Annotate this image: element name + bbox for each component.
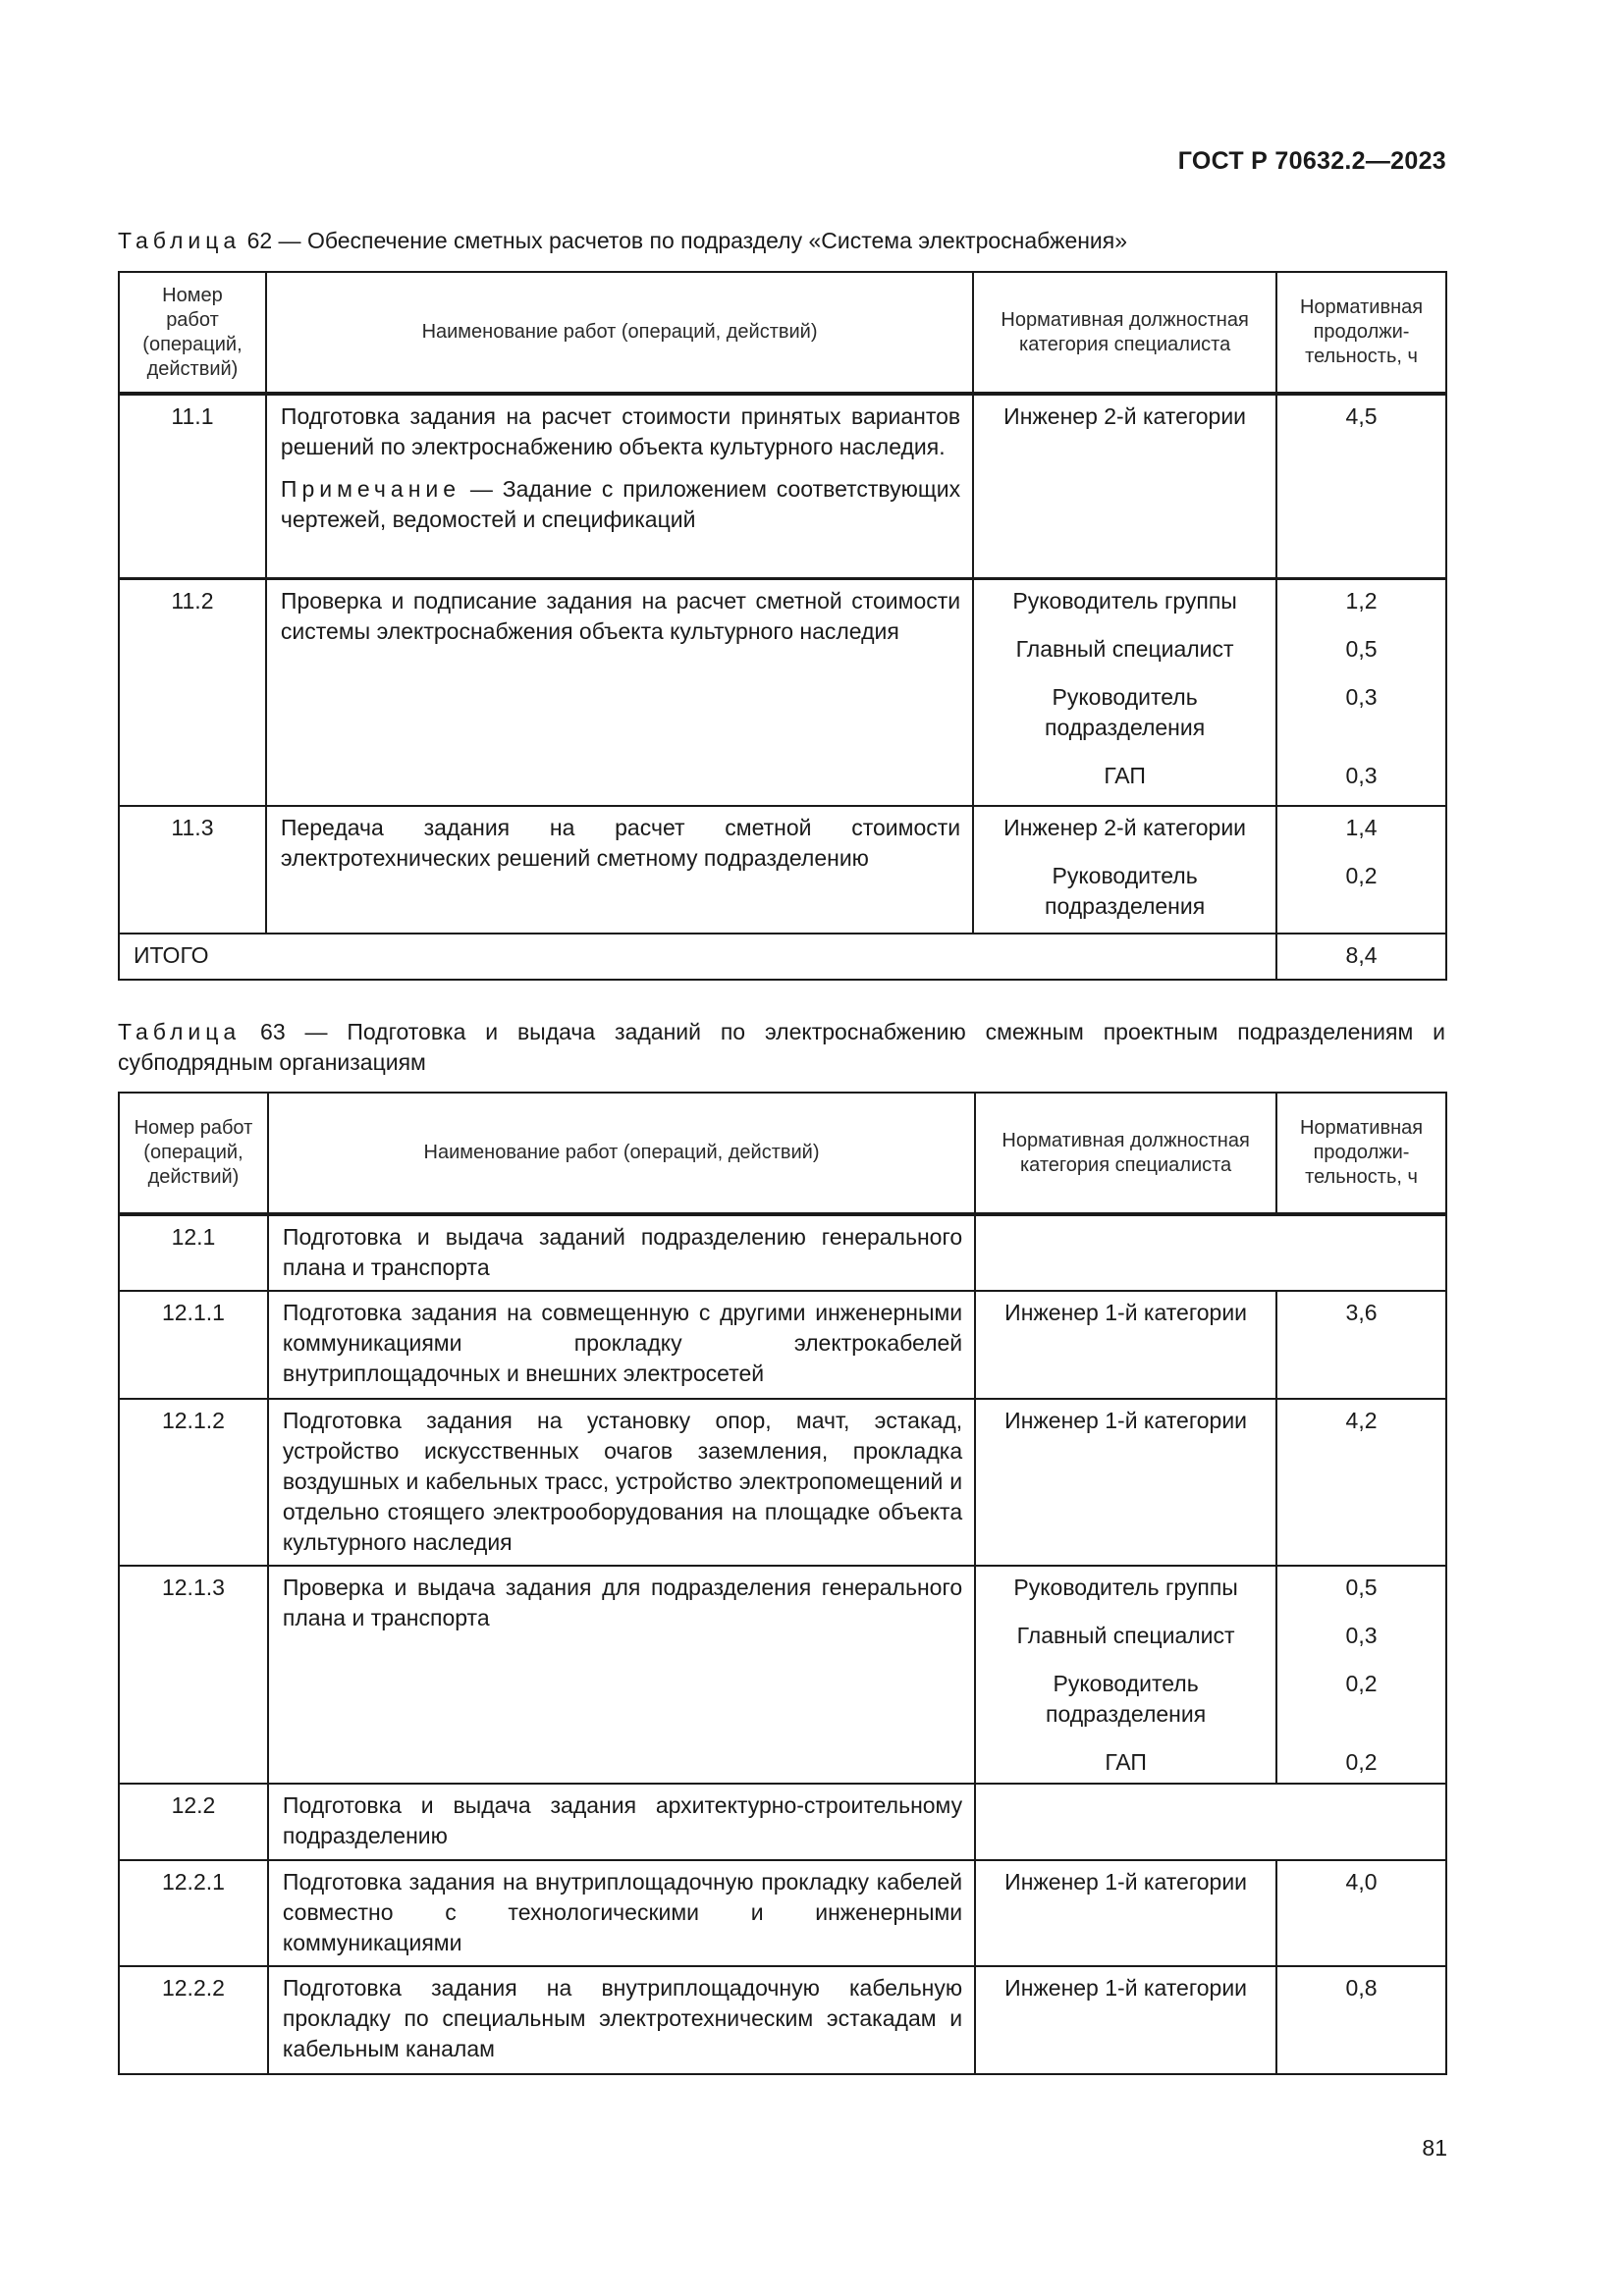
column-header-duration: Нормативная продолжительность, ч — [1276, 272, 1446, 394]
row-name: Передача задания на расчет сметной стоимости электротехнических решений сметному подразделению — [266, 806, 973, 934]
row-name: Проверка и выдача задания для подразделения генерального плана и транспорта — [268, 1566, 975, 1784]
category-entry: ГАП — [1104, 762, 1146, 788]
table-62-caption-label: Таблица — [118, 228, 242, 253]
category-entry: Главный специалист — [1016, 1623, 1235, 1648]
column-header-num: Номер работ (операций, действий) — [119, 272, 266, 394]
row-empty-cell — [975, 1214, 1446, 1291]
category-entry: Руководитель подразделения — [1045, 863, 1206, 919]
row-duration: 0,8 — [1276, 1966, 1446, 2074]
table-row-12-2-2 — [119, 1966, 1446, 2074]
row-name: Подготовка задания на внутриплощадочную прокладку кабелей совместно с технологическими и инженерными коммуникациями — [268, 1860, 975, 1966]
document-code: ГОСТ Р 70632.2—2023 — [1177, 147, 1446, 175]
table-row-11-3 — [119, 806, 1446, 934]
table-row-12-1-1 — [119, 1291, 1446, 1399]
table-62-caption — [118, 226, 1445, 256]
row-note — [281, 474, 960, 535]
duration-entry: 0,3 — [1345, 1623, 1378, 1648]
row-duration: 4,2 — [1276, 1399, 1446, 1566]
row-number: 12.2 — [119, 1784, 268, 1860]
total-label: ИТОГО — [119, 934, 1276, 980]
total-value: 8,4 — [1276, 934, 1446, 980]
row-number: 12.1 — [119, 1214, 268, 1291]
table-63-caption — [118, 1017, 1445, 1078]
duration-entry: 0,2 — [1345, 1671, 1378, 1696]
row-category — [973, 578, 1276, 806]
page-number: 81 — [1422, 2135, 1447, 2161]
category-entry: Руководитель группы — [1012, 587, 1237, 614]
row-duration: 4,0 — [1276, 1860, 1446, 1966]
row-duration: 3,6 — [1276, 1291, 1446, 1399]
duration-entry: 0,2 — [1345, 1749, 1378, 1775]
row-name: Подготовка задания на совмещенную с другими инженерными коммуникациями прокладку электрокабелей внутриплощадочных и внешних электросетей — [268, 1291, 975, 1399]
row-category: Инженер 1-й категории — [975, 1399, 1276, 1566]
row-category: Инженер 1-й категории — [975, 1291, 1276, 1399]
row-empty-cell — [975, 1784, 1446, 1860]
duration-entry: 0,5 — [1345, 1575, 1378, 1600]
row-category: Инженер 2-й категории — [973, 394, 1276, 578]
duration-entry: 0,2 — [1345, 863, 1378, 888]
duration-entry: 0,3 — [1345, 762, 1378, 788]
row-name: Подготовка и выдача заданий подразделению генерального плана и транспорта — [268, 1214, 975, 1291]
row-number: 11.3 — [119, 806, 266, 934]
table-row-11-2 — [119, 578, 1446, 806]
row-duration — [1276, 578, 1446, 806]
category-entry: Руководитель группы — [1013, 1575, 1238, 1600]
table-row-12-1 — [119, 1214, 1446, 1291]
row-duration: 4,5 — [1276, 394, 1446, 578]
table-62-caption-text: 62 — Обеспечение сметных расчетов по подразделу «Система электроснабжения» — [246, 228, 1128, 253]
row-number: 12.1.2 — [119, 1399, 268, 1566]
column-header-num: Номер работ (операций, действий) — [119, 1093, 268, 1214]
row-name: Проверка и подписание задания на расчет сметной стоимости системы электроснабжения объекта культурного наследия — [266, 578, 973, 806]
note-label: Примечание — [280, 476, 461, 502]
row-number: 12.2.2 — [119, 1966, 268, 2074]
category-entry: Инженер 2-й категории — [1003, 815, 1247, 840]
row-number: 11.1 — [119, 394, 266, 578]
table-row-12-2-1 — [119, 1860, 1446, 1966]
row-name-text: Подготовка задания на расчет стоимости принятых вариантов решений по электроснабжению объекта культурного наследия. — [280, 403, 961, 459]
duration-entry: 1,2 — [1345, 587, 1378, 614]
category-entry: Главный специалист — [1015, 635, 1234, 662]
table-row-total — [119, 934, 1446, 980]
table-row-12-2 — [119, 1784, 1446, 1860]
row-number: 11.2 — [119, 578, 266, 806]
column-header-name: Наименование работ (операций, действий) — [268, 1093, 975, 1214]
column-header-duration: Нормативная продолжительность, ч — [1276, 1093, 1446, 1214]
duration-entry: 0,3 — [1345, 683, 1378, 710]
table-row-11-1 — [119, 394, 1446, 578]
row-name — [266, 394, 973, 578]
column-header-name: Наименование работ (операций, действий) — [266, 272, 973, 394]
row-duration — [1276, 806, 1446, 934]
row-name: Подготовка задания на установку опор, мачт, эстакад, устройство искусственных очагов заземления, прокладка воздушных и кабельных трасс, устройство электропомещений и отдельно стоящего электрооборудования на площадке объекта культурного наследия — [268, 1399, 975, 1566]
category-entry: Руководитель подразделения — [1045, 1671, 1207, 1727]
row-number: 12.2.1 — [119, 1860, 268, 1966]
row-category — [975, 1566, 1276, 1784]
table-row-12-1-3 — [119, 1566, 1446, 1784]
row-duration — [1276, 1566, 1446, 1784]
duration-entry: 0,5 — [1345, 635, 1378, 662]
column-header-category: Нормативная должностная категория специалиста — [973, 272, 1276, 394]
row-category: Инженер 1-й категории — [975, 1966, 1276, 2074]
table-63-caption-text: 63 — Подготовка и выдача заданий по электроснабжению смежным проектным подразделениям и субподрядным организациям — [118, 1019, 1445, 1075]
table-63-caption-label: Таблица — [118, 1019, 242, 1044]
column-header-category: Нормативная должностная категория специалиста — [975, 1093, 1276, 1214]
row-category: Инженер 1-й категории — [975, 1860, 1276, 1966]
row-name: Подготовка и выдача задания архитектурно-строительному подразделению — [268, 1784, 975, 1860]
note-text: — Задание с приложением соответствующих чертежей, ведомостей и спецификаций — [280, 476, 961, 532]
category-entry: ГАП — [1105, 1749, 1147, 1775]
category-entry: Руководитель подразделения — [1045, 683, 1206, 740]
duration-entry: 1,4 — [1345, 815, 1378, 840]
table-62 — [118, 271, 1447, 981]
table-row-12-1-2 — [119, 1399, 1446, 1566]
row-category — [973, 806, 1276, 934]
row-number: 12.1.3 — [119, 1566, 268, 1784]
row-name: Подготовка задания на внутриплощадочную кабельную прокладку по специальным электротехническим эстакадам и кабельным каналам — [268, 1966, 975, 2074]
row-number: 12.1.1 — [119, 1291, 268, 1399]
table-63 — [118, 1092, 1447, 2075]
